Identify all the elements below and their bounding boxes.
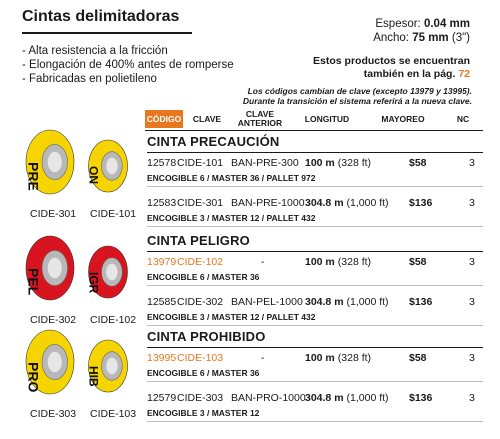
table-row [147,351,483,365]
product-code: 13979 [147,256,177,268]
espesor-value: 0.04 mm [423,18,470,30]
nc-value: 3 [469,352,475,364]
note-line-2: también en la pág. [363,68,456,80]
packaging-info: ENCOGIBLE 3 / MASTER 12 / PALLET 432 [147,312,316,322]
product-key: CIDE-101 [177,157,224,169]
ancho-inches: (3") [451,32,470,44]
product-code: 12585 [147,296,177,308]
table-row [147,156,483,170]
codes-note-line-2: Durante la transición el sistema referirá a la nueva clave. [242,96,472,106]
row-divider [147,285,483,286]
product-code: 12578 [147,157,177,169]
section-title: CINTA PELIGRO [147,233,250,248]
nc-value: 3 [469,256,475,268]
feature-item: - Fabricadas en polietileno [22,73,157,85]
tape-roll [25,130,74,194]
product-code: 12579 [147,392,177,404]
section-title: CINTA PROHIBIDO [147,329,266,344]
section-divider [147,251,483,252]
wholesale-price: $58 [409,352,427,364]
packaging-info: ENCOGIBLE 6 / MASTER 36 / PALLET 972 [147,173,316,183]
length-feet: (1,000 ft) [346,197,389,209]
roll-print-text: PRE [25,162,42,191]
wholesale-price: $136 [409,392,433,404]
packaging-info: ENCOGIBLE 3 / MASTER 12 [147,408,260,418]
previous-key: - [261,352,265,364]
section-title: CINTA PRECAUCIÓN [147,134,280,149]
length-metric: 100 m [305,256,335,268]
packaging-info: ENCOGIBLE 6 / MASTER 36 [147,368,260,378]
product-key: CIDE-103 [177,352,224,364]
table-row [147,295,483,309]
length-cell [305,392,389,404]
feature-item: - Elongación de 400% antes de romperse [22,59,234,71]
packaging-info: ENCOGIBLE 6 / MASTER 36 [147,272,260,282]
page-title: Cintas delimitadoras [22,8,180,25]
tape-roll [87,246,128,298]
image-label: CIDE-302 [30,314,77,326]
nc-value: 3 [469,296,475,308]
row-divider [147,381,483,382]
image-label: CIDE-303 [30,408,77,420]
header-nc: NC [456,113,470,124]
section-divider [147,347,483,348]
header-divider [145,130,483,131]
nc-value: 3 [469,392,475,404]
wholesale-price: $136 [409,296,433,308]
tape-roll [25,236,74,300]
length-cell [305,197,389,209]
row-divider [147,421,483,422]
length-feet: (1,000 ft) [346,392,389,404]
roll-print-text: HIB [86,366,101,387]
length-metric: 304.8 m [305,296,344,308]
section-divider [147,152,483,153]
spec-espesor [375,18,470,30]
row-divider [147,186,483,187]
header-clave-anterior: CLAVE ANTERIOR [237,109,283,128]
header-clave: CLAVE [192,113,222,124]
product-key: CIDE-302 [177,296,224,308]
previous-key: BAN-PRE-300 [231,157,299,169]
tape-roll [25,330,74,394]
note-line-1: Estos productos se encuentran [313,55,470,67]
product-key: CIDE-301 [177,197,224,209]
nc-value: 3 [469,197,475,209]
feature-list [22,44,234,86]
product-code: 13995 [147,352,177,364]
roll-print-text: ON [86,166,101,184]
product-code: 12583 [147,197,177,209]
cross-reference-note [313,55,470,81]
length-cell [305,352,371,364]
codes-note-line-1: Los códigos cambian de clave (excepto 13979 y 13995). [247,86,472,96]
length-feet: (328 ft) [337,256,372,268]
image-label: CIDE-103 [90,408,137,420]
previous-key: BAN-PRE-1000 [231,197,305,209]
roll-print-text: IGR [86,272,101,294]
tape-rolls-image [20,228,140,308]
row-divider [147,325,483,326]
ancho-label: Ancho: [373,32,410,44]
espesor-label: Espesor: [375,18,421,30]
ancho-value: 75 mm [412,32,449,44]
table-row [147,196,483,210]
image-label: CIDE-301 [30,208,77,220]
roll-print-text: PEL [25,268,42,296]
length-cell [305,157,371,169]
product-key: CIDE-303 [177,392,224,404]
previous-key: BAN-PEL-1000 [231,296,303,308]
row-divider [147,226,483,227]
wholesale-price: $136 [409,197,433,209]
table-row [147,255,483,269]
length-metric: 100 m [305,352,335,364]
codes-change-note [243,86,472,106]
feature-item: - Alta resistencia a la fricción [22,45,168,57]
previous-key: - [261,256,265,268]
header-mayoreo: MAYOREO [381,113,425,124]
roll-print-text: PRO [25,362,42,393]
table-row [147,391,483,405]
tape-roll [87,140,128,192]
length-metric: 100 m [305,157,335,169]
length-feet: (328 ft) [337,352,372,364]
nc-value: 3 [469,157,475,169]
title-underline [22,32,192,34]
length-cell [305,296,389,308]
length-feet: (1,000 ft) [346,296,389,308]
wholesale-price: $58 [409,256,427,268]
note-page-link[interactable]: 72 [458,68,470,80]
header-longitud: LONGITUD [304,113,350,124]
tape-rolls-image [20,122,140,202]
packaging-info: ENCOGIBLE 3 / MASTER 12 / PALLET 432 [147,213,316,223]
image-label: CIDE-102 [90,314,137,326]
header-codigo: CÓDIGO [145,110,183,128]
wholesale-price: $58 [409,157,427,169]
length-metric: 304.8 m [305,392,344,404]
length-cell [305,256,371,268]
image-label: CIDE-101 [90,208,137,220]
length-feet: (328 ft) [337,157,372,169]
tape-roll [87,340,128,392]
previous-key: BAN-PRO-1000 [231,392,306,404]
spec-ancho [373,32,470,44]
table-header [145,110,483,128]
product-key: CIDE-102 [177,256,224,268]
length-metric: 304.8 m [305,197,344,209]
tape-rolls-image [20,322,140,402]
